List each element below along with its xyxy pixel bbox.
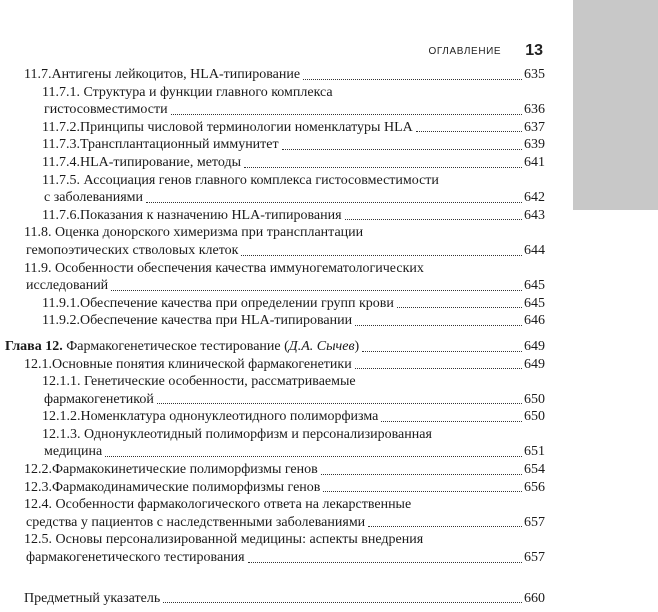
- dot-leader: [303, 79, 522, 80]
- toc-entry[interactable]: [0, 461, 545, 479]
- dot-leader: [355, 368, 522, 369]
- toc-entry[interactable]: [0, 531, 545, 566]
- entry-number: 11.8.: [24, 225, 52, 241]
- entry-number: 12.1.: [24, 356, 52, 372]
- entry-number: 12.5.: [24, 532, 52, 548]
- entry-title-line: Обеспечение качества при определении групп крови: [79, 295, 394, 311]
- chapter-page: 649: [524, 338, 545, 354]
- entry-title-line: гистосовместимости: [44, 102, 168, 118]
- entry-title-line: фармакогенетического тестирования: [26, 550, 245, 566]
- dot-leader: [416, 131, 522, 132]
- toc-entry[interactable]: [0, 426, 545, 461]
- toc-entry[interactable]: [0, 295, 545, 313]
- dot-leader: [241, 255, 522, 256]
- table-of-contents: [0, 66, 545, 607]
- toc-entry-index[interactable]: [0, 590, 545, 608]
- entry-page: 643: [524, 207, 545, 223]
- entry-title-line: Фармакодинамические полиморфизмы генов: [52, 479, 321, 495]
- entry-title-line: Ассоциация генов главного комплекса гистосовместимости: [83, 172, 439, 188]
- entry-number: 11.9.2.: [42, 313, 80, 329]
- toc-entry[interactable]: [0, 172, 545, 207]
- entry-number: 11.7.5.: [42, 172, 80, 188]
- entry-title-line: Особенности фармакологического ответа на лекарственные: [55, 497, 412, 513]
- entry-title-line: Обеспечение качества при HLA-типировании: [79, 313, 353, 329]
- entry-title-line: Оценка донорского химеризма при трансплантации: [54, 225, 364, 241]
- entry-number: 11.7.6.: [42, 207, 80, 223]
- entry-title-line: гемопоэтических стволовых клеток: [26, 242, 239, 258]
- chapter-12-heading[interactable]: Глава 12. Фармакогенетическое тестирование (Д.А. Сычев) 649: [5, 338, 545, 354]
- entry-title-line: Основы персонализированной медицины: аспекты внедрения: [55, 532, 424, 548]
- entry-page: 641: [524, 154, 545, 170]
- dot-leader: [171, 114, 522, 115]
- dot-leader: [345, 219, 522, 220]
- entry-title-line: медицина: [44, 444, 103, 460]
- entry-number: 12.2.: [24, 462, 52, 478]
- entry-page: 650: [524, 409, 545, 425]
- dot-leader: [248, 562, 522, 563]
- entry-title-line: Генетические особенности, рассматриваемые: [84, 374, 356, 390]
- dot-leader: [157, 403, 522, 404]
- chapter-author: Д.А. Сычев: [288, 338, 355, 354]
- entry-title-line: исследований: [26, 278, 109, 294]
- running-head-title: ОГЛАВЛЕНИЕ: [428, 45, 502, 57]
- dot-leader: [323, 491, 522, 492]
- entry-title-line: Структура и функции главного комплекса: [83, 84, 333, 100]
- dot-leader: [105, 456, 522, 457]
- entry-page: 654: [524, 462, 545, 478]
- toc-entry[interactable]: [0, 260, 545, 295]
- entry-page: 657: [524, 514, 545, 530]
- entry-number: 11.7.2.: [42, 119, 80, 135]
- entry-page: 650: [524, 391, 545, 407]
- entry-title-line: с заболеваниями: [44, 190, 144, 206]
- entry-number: 11.9.: [24, 260, 52, 276]
- toc-entry[interactable]: [0, 479, 545, 497]
- entry-number: 12.3.: [24, 479, 52, 495]
- entry-page: 646: [524, 313, 545, 329]
- toc-entry[interactable]: [0, 224, 545, 259]
- dot-leader: [282, 149, 522, 150]
- entry-number: 11.7.1.: [42, 84, 80, 100]
- dot-leader: [146, 202, 522, 203]
- toc-entry[interactable]: [0, 84, 545, 119]
- dot-leader: [362, 351, 522, 352]
- entry-number: 11.7.: [24, 67, 52, 82]
- entry-number: 11.9.1.: [42, 295, 80, 311]
- entry-title-line: HLA-типирование, методы: [79, 154, 241, 170]
- entry-page: 645: [524, 278, 545, 294]
- entry-title-line: Антигены лейкоцитов, HLA-типирование: [51, 67, 301, 82]
- toc-entry[interactable]: [0, 496, 545, 531]
- side-tab-marker: [573, 0, 658, 210]
- entry-number: 12.1.3.: [42, 426, 81, 442]
- entry-page: 649: [524, 356, 545, 372]
- index-page: 660: [524, 590, 545, 606]
- dot-leader: [368, 526, 522, 527]
- chapter-label: Глава 12.: [5, 338, 63, 354]
- toc-entry[interactable]: [0, 207, 545, 225]
- entry-number: 12.1.1.: [42, 374, 81, 390]
- dot-leader: [321, 474, 522, 475]
- chapter-12-entries: [0, 356, 545, 567]
- running-head: [0, 42, 543, 60]
- entry-number: 11.7.3.: [42, 137, 80, 153]
- entry-page: 657: [524, 550, 545, 566]
- entry-page: 656: [524, 479, 545, 495]
- entry-page: 639: [524, 137, 545, 153]
- entry-title-line: Основные понятия клинической фармакогенетики: [52, 356, 352, 372]
- toc-entry[interactable]: [0, 408, 545, 426]
- entry-number: 12.4.: [24, 497, 52, 513]
- entry-title-line: фармакогенетикой: [44, 391, 154, 407]
- entry-page: 635: [524, 67, 545, 82]
- dot-leader: [163, 602, 522, 603]
- entry-title-line: Показания к назначению HLA-типирования: [79, 207, 342, 223]
- dot-leader: [381, 421, 522, 422]
- toc-entry[interactable]: [0, 119, 545, 137]
- entry-title-line: Особенности обеспечения качества иммуногематологических: [54, 260, 424, 276]
- toc-entry[interactable]: [0, 154, 545, 172]
- dot-leader: [397, 307, 522, 308]
- entry-page: 645: [524, 295, 545, 311]
- chapter-title: Фармакогенетическое тестирование: [66, 338, 281, 354]
- page-number: 13: [525, 42, 543, 59]
- entry-page: 637: [524, 119, 545, 135]
- toc-entry[interactable]: [0, 373, 545, 408]
- entry-number: 11.7.4.: [42, 154, 80, 170]
- toc-entry[interactable]: [0, 312, 545, 330]
- entry-title-line: Номенклатура однонуклеотидного полиморфизма: [80, 409, 379, 425]
- entry-page: 642: [524, 190, 545, 206]
- entry-page: 651: [524, 444, 545, 460]
- toc-entry[interactable]: [0, 66, 545, 84]
- entry-title-line: средства у пациентов с наследственными заболеваниями: [26, 514, 366, 530]
- dot-leader: [111, 290, 522, 291]
- entry-title-line: Трансплантационный иммунитет: [79, 137, 279, 153]
- entry-page: 644: [524, 242, 545, 258]
- entry-page: 636: [524, 102, 545, 118]
- entry-title-line: Принципы числовой терминологии номенклатуры HLA: [79, 119, 413, 135]
- entry-title-line: Однонуклеотидный полиморфизм и персонализированная: [84, 426, 432, 442]
- toc-entry[interactable]: [0, 356, 545, 374]
- dot-leader: [244, 167, 522, 168]
- index-title: Предметный указатель: [24, 590, 161, 606]
- entry-title-line: Фармакокинетические полиморфизмы генов: [52, 462, 318, 478]
- toc-entry[interactable]: [0, 136, 545, 154]
- dot-leader: [355, 325, 522, 326]
- section-11-entries: [0, 66, 545, 330]
- entry-number: 12.1.2.: [42, 409, 81, 425]
